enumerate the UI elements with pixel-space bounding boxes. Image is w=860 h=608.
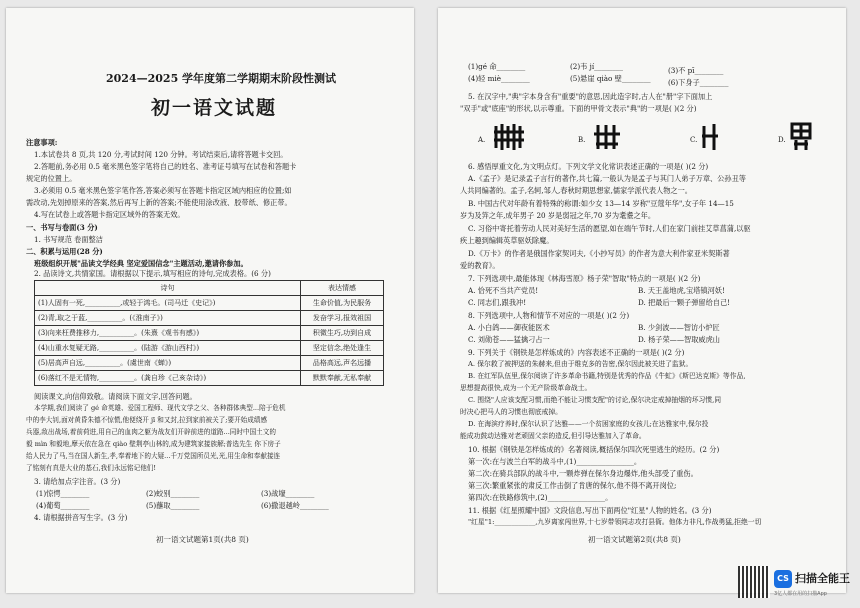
option-line: C. 刘勋苍——猛擒刁占一 bbox=[468, 335, 550, 344]
qr-code-icon bbox=[738, 566, 770, 598]
question-11: 11. 根据《红星照耀中国》文段信息,写出下面两位"红星"人物的姓名。(3 分) bbox=[468, 506, 712, 515]
notice-line: 4.写在试卷上或答题卡指定区域外的答案无效。 bbox=[34, 210, 185, 219]
answer-blank: (2)韦 jí________ bbox=[570, 62, 623, 71]
option-line: 时决心把马人的习惯也彻底戒掉。 bbox=[460, 408, 562, 416]
table-cell: 积微生巧,功到自成 bbox=[301, 326, 384, 341]
table-row bbox=[35, 371, 384, 386]
table-cell: (5)居高声自远,__________。(虞世南《蝉》) bbox=[35, 356, 301, 371]
option-line: A. 恰死不当共产党员! bbox=[468, 286, 539, 295]
option-label: C. bbox=[690, 136, 698, 144]
option-line: 思想提高很快,成为一个无产阶级革命战士。 bbox=[460, 384, 592, 392]
table-row bbox=[35, 356, 384, 371]
option-line: A. 保尔救了被押送的朱赫来,但由于维克多的告密,保尔因此被关进了监狱。 bbox=[468, 360, 693, 368]
answer-line: 第一次:在与波兰白军的战斗中,(1)________________。 bbox=[468, 457, 642, 466]
option-line: D. 把最后一颗子弹留给自己! bbox=[638, 298, 731, 307]
answer-line: 第二次:在骑兵部队的战斗中,一颗炸弹在保尔身边爆炸,他头部受了重伤。 bbox=[468, 469, 698, 478]
table-cell: 生命价值,为民服务 bbox=[301, 296, 384, 311]
option-line: A. 小白鸽——御夜能医术 bbox=[468, 323, 550, 332]
page-footer: 初一语文试题第2页(共8 页) bbox=[588, 535, 681, 544]
table-cell: 默默奉献,无私奉献 bbox=[301, 371, 384, 386]
question-5: 5. 在汉字中,"典"字本身含有"重要"的意思,因此造字时,古人在"册"字下面加上 bbox=[468, 92, 713, 101]
question-4: 4. 请根据拼音写生字。(3 分) bbox=[34, 513, 128, 522]
option-line: 能成功鼓动达雅对老顽固父亲的造反,但引导达雅加入了革命。 bbox=[460, 432, 646, 440]
question-item: 1. 书写规范 卷面整洁 bbox=[34, 235, 103, 244]
table-header: 诗句 bbox=[35, 281, 301, 296]
section-heading: 二、积累与运用(28 分) bbox=[26, 247, 103, 256]
passage-line: 了铭刻有真是大业的基石,我们永远铭记他们! bbox=[26, 464, 157, 472]
table-cell: 坚定信念,绝处逢生 bbox=[301, 341, 384, 356]
table-header-row bbox=[35, 281, 384, 296]
answer-blank: (2)蛟别________ bbox=[146, 489, 200, 498]
option-line: B. 天王盖地虎,宝塔镇河妖! bbox=[638, 286, 725, 295]
answer-blank: (3)不 pī________ bbox=[668, 66, 724, 75]
page-footer: 初一语文试题第1页(共8 页) bbox=[156, 535, 249, 544]
option-line: D. 在海滨疗养时,保尔认识了达雅——一个贫困家庭的女孩儿;在达雅家中,保尔投 bbox=[468, 420, 709, 428]
question-6: 6. 感悟厚重文化,为文明点灯。下列文学文化常识表述正确的一项是( )(2 分) bbox=[468, 162, 709, 171]
notice-line: 需改动,先划掉原来的答案,然后再写上新的答案;不能使用涂改液、胶带纸、修正带。 bbox=[26, 198, 292, 207]
notice-line: 3.必须用 0.5 毫米黑色签字笔作答,答案必须写在答题卡指定区域内相应的位置;如 bbox=[34, 186, 292, 195]
answer-line: 第四次:在铁路修筑中,(2)________________。 bbox=[468, 493, 613, 502]
answer-blank: (4)轻 miè________ bbox=[468, 74, 530, 83]
option-line: B. 在红军队伍里,保尔阅读了许多革命书籍,特别是优秀的作品《牛虻》《斯巴达克斯》等作品, bbox=[468, 372, 746, 380]
answer-blank: (5)悬崖 qiào 壁________ bbox=[570, 74, 651, 83]
answer-line: "红星"1:____________,九岁离家闯世界,十七岁带领同志攻打县衙。他体力非凡,作战勇猛,拒绝一切 bbox=[468, 518, 762, 526]
answer-blank: (1)惊愕________ bbox=[36, 489, 90, 498]
camscanner-tagline: 3亿人都在用的扫描App bbox=[774, 591, 827, 597]
passage-line: 毅 mìn 和毅地,摩天依在急在 qiào 壁荆亭山林的,成为建筑家接族解;普选先生 你下房子 bbox=[26, 440, 281, 448]
answer-line: 第三次:繁重紧张的肃反工作击倒了肯唐的保尔,他不得不离开岗位; bbox=[468, 481, 677, 490]
bronze-script-a-icon bbox=[492, 122, 526, 158]
exam-page-2 bbox=[438, 8, 846, 593]
table-row bbox=[35, 311, 384, 326]
table-cell: 发奋学习,报效祖国 bbox=[301, 311, 384, 326]
question-5: "双手"或"底座"的形状,以示尊重。下面的甲骨文表示"典"的一项是( )(2 分) bbox=[460, 104, 697, 113]
option-line: B. 中国古代对年龄有着特殊的称谓:如少女 13—14 岁称"豆蔻年华",女子年 14—15 bbox=[468, 199, 734, 208]
option-line: C. 习俗中寄托着劳动人民对美好生活的愿望,如在端午节时,人们在家门前挂艾草菖蒲,以驱 bbox=[468, 224, 751, 233]
scanner-watermark bbox=[738, 566, 856, 602]
passage-line: 中的李大钊,面对黄昏朱德不惊慌,他便绕开 jī 和又封,拉到家前被关了;要开始成绩感 bbox=[26, 416, 268, 424]
table-cell: (6)落红不是无情物,__________。(龚自珍《己亥杂诗》) bbox=[35, 371, 301, 386]
table-row bbox=[35, 296, 384, 311]
answer-blank: (5)蘸取________ bbox=[146, 501, 200, 510]
option-label: D. bbox=[778, 136, 786, 144]
question-10: 10. 根据《钢铁是怎样炼成的》名著阅读,概括保尔四次死里逃生的经历。(2 分) bbox=[468, 445, 720, 454]
option-line: 岁为及笄之年,成年男子 20 岁是弱冠之年,70 岁为耄耋之年。 bbox=[460, 211, 656, 220]
table-row bbox=[35, 326, 384, 341]
table-cell: (2)青,取之于蓝,__________。(《淮南子》) bbox=[35, 311, 301, 326]
answer-blank: (3)战壕________ bbox=[261, 489, 315, 498]
bronze-script-d-icon bbox=[788, 120, 814, 158]
notice-line: 规定的位置上。 bbox=[26, 174, 77, 183]
exam-title: 2024—2025 学年度第二学期期末阶段性测试 bbox=[106, 72, 337, 85]
table-cell: 品格高远,声名远播 bbox=[301, 356, 384, 371]
subject-title: 初一语文试题 bbox=[151, 97, 278, 119]
activity-intro: 班级组织开展"品读文学经典 坚定爱国信念"主题活动,邀请你参加。 bbox=[34, 259, 248, 268]
table-cell: (4)山重水复疑无路,__________。(陆游《游山西村》) bbox=[35, 341, 301, 356]
passage-line: 兵器,敌出战场,着前荷进,用自己的血肉之躯为战友们开辟前进的道路...同时中国土文的 bbox=[26, 428, 276, 436]
bronze-script-c-icon bbox=[700, 122, 720, 158]
option-line: 疾上趣到编辑英草驱妖除魔。 bbox=[460, 236, 554, 245]
question-2: 2. 品读诗文,共情家国。请根据以下提示,填写相应的诗句,完成表格。(6 分) bbox=[34, 269, 271, 278]
table-row bbox=[35, 341, 384, 356]
answer-blank: (4)葡萄________ bbox=[36, 501, 90, 510]
poem-table bbox=[34, 280, 384, 386]
table-cell: (1)人固有一死,__________,或轻于鸿毛。(司马迁《史记》) bbox=[35, 296, 301, 311]
notice-line: 2.答题前,务必用 0.5 毫米黑色签字笔将自己的姓名、准考证号填写在试卷和答题卡 bbox=[34, 162, 297, 171]
option-line: B. 少剑波——智访小炉匠 bbox=[638, 323, 720, 332]
option-line: A.《孟子》是记录孟子言行的著作,共七篇,一般认为是孟子与其门人弟子万章、公孙丑等 bbox=[468, 174, 746, 183]
camscanner-name: 扫描全能王 bbox=[795, 572, 850, 585]
notice-line: 1.本试卷共 8 页,共 120 分,考试时间 120 分钟。考试结束后,请将答题卡交回。 bbox=[34, 150, 288, 159]
answer-blank: (6)撒退越岭________ bbox=[261, 501, 329, 510]
section-heading: 一、书写与卷面(3 分) bbox=[26, 223, 98, 232]
table-header: 表达情感 bbox=[301, 281, 384, 296]
option-line: C. 围绕"人应该支配习惯,而绝不能让习惯支配"的讨论,保尔决定戒掉抽烟的坏习惯,同 bbox=[468, 396, 722, 404]
option-label: A. bbox=[478, 136, 486, 144]
answer-blank: (6)下身子________ bbox=[668, 78, 729, 87]
option-label: B. bbox=[578, 136, 586, 144]
passage-line: 给人民力了马,当在国人新生,孝,奉着地下的大疑...千万党国所员光,光,用生命和奉献接连 bbox=[26, 452, 281, 460]
option-line: D. 杨子荣——智取威虎山 bbox=[638, 335, 720, 344]
bronze-script-b-icon bbox=[592, 122, 622, 158]
option-line: D.《万卡》的作者是俄国作家契诃夫,《小抄写员》的作者为意大利作家亚米契斯著 bbox=[468, 249, 730, 258]
reading-intro: 阅读课文,向信仰致敬。请阅读下面文字,回答问题。 bbox=[34, 392, 197, 401]
question-3: 3. 请给加点字注音。(3 分) bbox=[34, 477, 121, 486]
notice-heading: 注意事项: bbox=[26, 138, 58, 147]
camscanner-logo: CS bbox=[774, 570, 792, 588]
answer-blank: (1)gé 命________ bbox=[468, 62, 526, 71]
option-line: C. 同志们,跟我冲! bbox=[468, 298, 527, 307]
option-line: 人共同编著的。孟子,名轲,邹人,春秋时期思想家,儒家学派代表人物之一。 bbox=[460, 186, 692, 195]
passage-line: 本学期,我们阅读了 gé 命英雄、爱国工程师、现代文学之父、各种群体典型...陪于危机 bbox=[34, 404, 286, 412]
option-line: 爱的教育》。 bbox=[460, 261, 500, 270]
question-8: 8. 下列选项中,人物和情节不对应的一项是( )(2 分) bbox=[468, 311, 630, 320]
exam-page-1 bbox=[6, 8, 414, 593]
question-7: 7. 下列选项中,最能体现《林海雪原》杨子荣"智取"特点的一项是( )(2 分) bbox=[468, 274, 701, 283]
question-9: 9. 下列关于《钢铁是怎样炼成的》内容表述不正确的一项是( )(2 分) bbox=[468, 348, 685, 357]
table-cell: (3)向来枉费推移力,__________。(朱熹《观书有感》) bbox=[35, 326, 301, 341]
